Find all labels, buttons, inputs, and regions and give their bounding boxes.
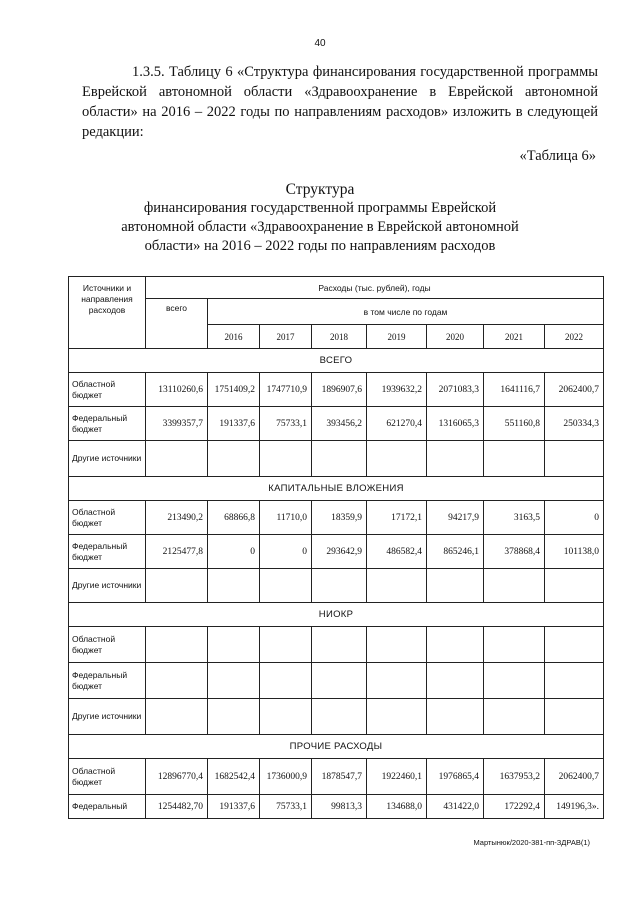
intro-paragraph: 1.3.5. Таблицу 6 «Структура финансирования государственной программы Еврейской автономной области «Здравоохранение в Еврейской автономной области» на 2016 – 2022 годы по направлениям расходов» изложить в следующей редакции: [82, 64, 598, 140]
table-row [69, 663, 604, 699]
table-row [69, 699, 604, 735]
row-value [367, 441, 427, 477]
row-value: 2062400,7 [545, 759, 604, 795]
row-value [312, 699, 367, 735]
row-value: 99813,3 [312, 795, 367, 819]
section-title: НИОКР [69, 603, 604, 627]
row-value: 18359,9 [312, 501, 367, 535]
row-value: 1254482,70 [146, 795, 208, 819]
row-value: 378868,4 [484, 535, 545, 569]
row-value: 431422,0 [427, 795, 484, 819]
heading-line-1: Структура [285, 181, 355, 198]
heading-line-4: области» на 2016 – 2022 годы по направлениям расходов [144, 238, 496, 254]
row-value [208, 627, 260, 663]
row-source: Другие источники [69, 699, 146, 735]
section-title: ПРОЧИЕ РАСХОДЫ [69, 735, 604, 759]
table-row [69, 501, 604, 535]
year-header: 2017 [260, 325, 312, 349]
row-value: 12896770,4 [146, 759, 208, 795]
row-source: Другие источники [69, 569, 146, 603]
header-total: всего [146, 299, 208, 349]
row-value [260, 699, 312, 735]
row-value [545, 441, 604, 477]
section-title: КАПИТАЛЬНЫЕ ВЛОЖЕНИЯ [69, 477, 604, 501]
row-value: 3163,5 [484, 501, 545, 535]
table-row [69, 407, 604, 441]
row-value: 2071083,3 [427, 373, 484, 407]
table-row [69, 759, 604, 795]
year-header: 2020 [427, 325, 484, 349]
row-source: Федеральный бюджет [69, 535, 146, 569]
header-expenses: Расходы (тыс. рублей), годы [146, 277, 604, 299]
financing-table [68, 276, 604, 819]
row-value [427, 627, 484, 663]
row-value [484, 569, 545, 603]
row-value: 17172,1 [367, 501, 427, 535]
row-value [367, 627, 427, 663]
row-value: 134688,0 [367, 795, 427, 819]
table-row [69, 535, 604, 569]
row-value: 1922460,1 [367, 759, 427, 795]
row-value: 1939632,2 [367, 373, 427, 407]
row-value [312, 627, 367, 663]
row-value [208, 663, 260, 699]
row-source: Областной бюджет [69, 627, 146, 663]
row-value: 1976865,4 [427, 759, 484, 795]
row-value [312, 441, 367, 477]
row-value [484, 699, 545, 735]
row-value [146, 441, 208, 477]
table-row [69, 441, 604, 477]
row-value: 101138,0 [545, 535, 604, 569]
row-source: Федеральный [69, 795, 146, 819]
document-footer-code: Мартынюк/2020-381-пп-ЗДРАВ(1) [473, 838, 590, 847]
row-value: 75733,1 [260, 795, 312, 819]
table-row [69, 569, 604, 603]
row-source: Областной бюджет [69, 501, 146, 535]
table-row [69, 373, 604, 407]
row-value: 551160,8 [484, 407, 545, 441]
row-value: 172292,4 [484, 795, 545, 819]
row-value: 0 [260, 535, 312, 569]
row-value [146, 569, 208, 603]
section-title: ВСЕГО [69, 349, 604, 373]
header-by-year: в том числе по годам [208, 299, 604, 325]
row-value: 11710,0 [260, 501, 312, 535]
row-value [484, 663, 545, 699]
row-value [545, 569, 604, 603]
row-value: 2062400,7 [545, 373, 604, 407]
row-value: 250334,3 [545, 407, 604, 441]
table-row [69, 627, 604, 663]
row-value [208, 569, 260, 603]
table-reference: «Таблица 6» [519, 148, 596, 164]
row-value: 1637953,2 [484, 759, 545, 795]
row-value [427, 699, 484, 735]
row-source: Другие источники [69, 441, 146, 477]
row-value [146, 627, 208, 663]
row-source: Федеральный бюджет [69, 663, 146, 699]
row-value [146, 663, 208, 699]
row-value [545, 699, 604, 735]
row-value [545, 627, 604, 663]
row-value [146, 699, 208, 735]
row-value: 75733,1 [260, 407, 312, 441]
row-value: 94217,9 [427, 501, 484, 535]
row-source: Областной бюджет [69, 373, 146, 407]
year-header: 2019 [367, 325, 427, 349]
row-value [367, 663, 427, 699]
row-value [367, 699, 427, 735]
row-value [260, 663, 312, 699]
row-source: Федеральный бюджет [69, 407, 146, 441]
row-value: 1747710,9 [260, 373, 312, 407]
row-value: 1751409,2 [208, 373, 260, 407]
row-value: 486582,4 [367, 535, 427, 569]
row-value [208, 441, 260, 477]
page-number: 40 [314, 38, 326, 49]
row-value: 865246,1 [427, 535, 484, 569]
row-value: 13110260,6 [146, 373, 208, 407]
row-value: 68866,8 [208, 501, 260, 535]
heading-line-3: автономной области «Здравоохранение в Еврейской автономной [121, 219, 519, 235]
row-value: 1641116,7 [484, 373, 545, 407]
row-value [260, 627, 312, 663]
row-value: 293642,9 [312, 535, 367, 569]
table-heading [0, 180, 640, 256]
row-value [427, 663, 484, 699]
row-value: 0 [208, 535, 260, 569]
row-value: 1878547,7 [312, 759, 367, 795]
row-value [312, 569, 367, 603]
row-value [367, 569, 427, 603]
row-value: 621270,4 [367, 407, 427, 441]
row-value: 1896907,6 [312, 373, 367, 407]
row-value: 3399357,7 [146, 407, 208, 441]
row-value: 149196,3». [545, 795, 604, 819]
year-header: 2018 [312, 325, 367, 349]
row-value: 2125477,8 [146, 535, 208, 569]
heading-line-2: финансирования государственной программы Еврейской [143, 200, 497, 216]
row-value: 0 [545, 501, 604, 535]
row-value: 213490,2 [146, 501, 208, 535]
row-source: Областной бюджет [69, 759, 146, 795]
row-value: 1316065,3 [427, 407, 484, 441]
row-value [260, 441, 312, 477]
year-header: 2021 [484, 325, 545, 349]
row-value: 191337,6 [208, 795, 260, 819]
row-value [484, 627, 545, 663]
row-value [208, 699, 260, 735]
header-sources: Источники и направления расходов [69, 277, 146, 349]
table-row [69, 795, 604, 819]
row-value [545, 663, 604, 699]
row-value [427, 441, 484, 477]
row-value: 191337,6 [208, 407, 260, 441]
row-value: 1736000,9 [260, 759, 312, 795]
row-value: 1682542,4 [208, 759, 260, 795]
year-header: 2016 [208, 325, 260, 349]
row-value [312, 663, 367, 699]
row-value [484, 441, 545, 477]
row-value [427, 569, 484, 603]
year-header: 2022 [545, 325, 604, 349]
row-value: 393456,2 [312, 407, 367, 441]
row-value [260, 569, 312, 603]
